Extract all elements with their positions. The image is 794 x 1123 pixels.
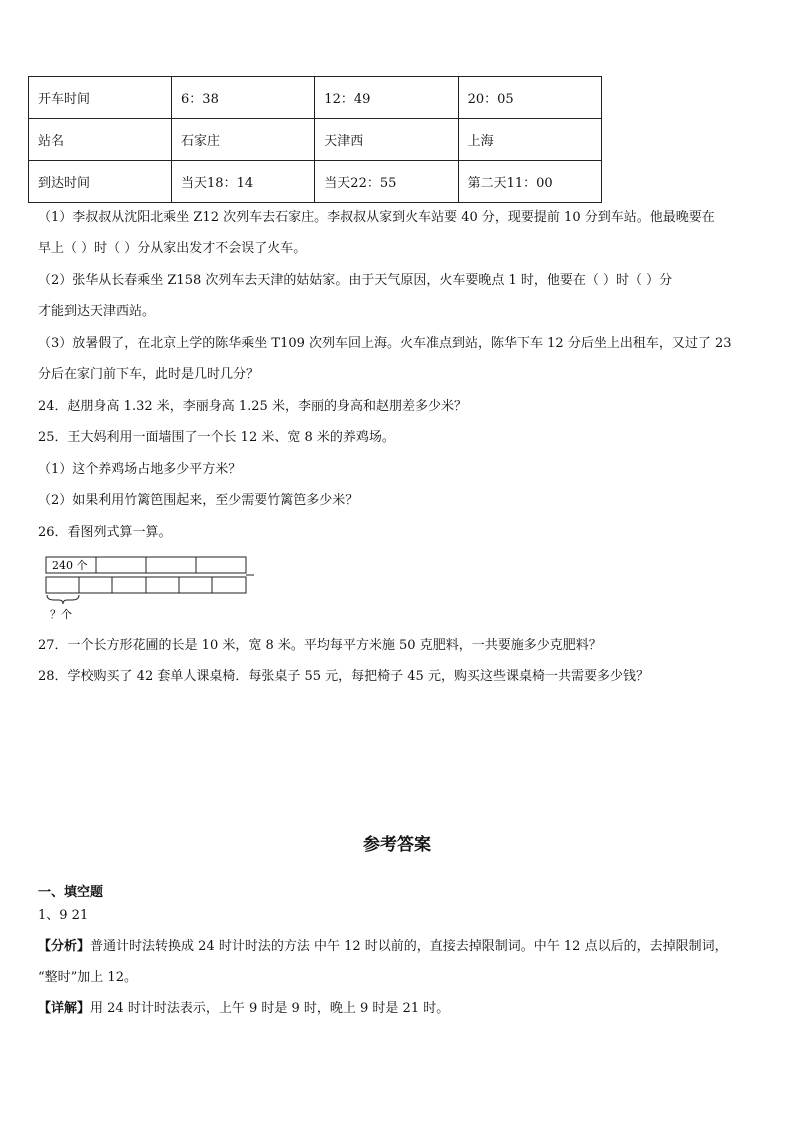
schedule-cell: 上海 <box>458 119 601 161</box>
q27-text: 27．一个长方形花圃的长是 10 米，宽 8 米。平均每平方米施 50 克肥料，一共要施多少克肥料？ <box>38 638 602 653</box>
q23-2-line-b: 才能到达天津西站。 <box>38 304 156 319</box>
detail-text: 用 24 时计时法表示，上午 9 时是 9 时，晚上 9 时是 21 时。 <box>90 1001 450 1016</box>
schedule-row-label: 开车时间 <box>29 77 172 119</box>
q26-text: 26．看图列式算一算。 <box>38 525 172 540</box>
top-bar-label: 240 个 <box>52 559 88 572</box>
q23-2-line-a: （2）张华从长春乘坐 Z158 次列车去天津的姑姑家。由于天气原因，火车要晚点 1 时，他要在（ ）时（ ）分 <box>38 273 673 288</box>
q25-2-text: （2）如果利用竹篱笆围起来，至少需要竹篱笆多少米？ <box>38 493 359 508</box>
bottom-bar-label: ？个 <box>50 608 72 621</box>
schedule-cell: 石家庄 <box>172 119 315 161</box>
schedule-cell: 当天18：14 <box>172 161 315 203</box>
schedule-cell: 20：05 <box>458 77 601 119</box>
q23-1-line-b: 早上（ ）时（ ）分从家出发才不会误了火车。 <box>38 241 307 256</box>
answer-title: 参考答案 <box>363 835 431 855</box>
answer-1: 1、9 21 <box>38 908 89 923</box>
schedule-row-label: 到达时间 <box>29 161 172 203</box>
q25-1-text: （1）这个养鸡场占地多少平方米？ <box>38 462 242 477</box>
q23-3-line-b: 分后在家门前下车，此时是几时几分？ <box>38 367 260 382</box>
brace <box>47 595 79 604</box>
schedule-cell: 6：38 <box>172 77 315 119</box>
bar-model-diagram <box>44 555 256 625</box>
section-heading: 一、填空题 <box>38 885 104 900</box>
schedule-row <box>29 77 602 119</box>
schedule-cell: 天津西 <box>315 119 458 161</box>
q28-text: 28．学校购买了 42 套单人课桌椅．每张桌子 55 元，每把椅子 45 元，购买这些课桌椅一共需要多少钱？ <box>38 669 649 684</box>
q23-3-line-a: （3）放暑假了，在北京上学的陈华乘坐 T109 次列车回上海。火车准点到站，陈华下车 12 分后坐上出租车，又过了 23 <box>38 336 732 351</box>
schedule-cell: 12：49 <box>315 77 458 119</box>
analysis-line-a <box>38 938 756 956</box>
schedule-row-label: 站名 <box>29 119 172 161</box>
schedule-cell: 第二天11：00 <box>458 161 601 203</box>
schedule-row <box>29 119 602 161</box>
q23-1-line-a: （1）李叔叔从沈阳北乘坐 Z12 次列车去石家庄。李叔叔从家到火车站要 40 分，现要提前 10 分到车站。他最晚要在 <box>38 210 715 225</box>
analysis-tag: 【分析】 <box>38 939 91 954</box>
train-schedule-table <box>28 76 602 203</box>
analysis-text: 普通计时法转换成 24 时计时法的方法 中午 12 时以前的，直接去掉限制词。中午 12 点以后的，去掉限制词， <box>90 939 728 954</box>
q25-text: 25．王大妈利用一面墙围了一个长 12 米、宽 8 米的养鸡场。 <box>38 430 395 445</box>
q24-text: 24．赵朋身高 1.32 米，李丽身高 1.25 米，李丽的身高和赵朋差多少米？ <box>38 399 467 414</box>
detail-line <box>38 1000 756 1018</box>
analysis-line-b: “整时”加上 12。 <box>38 970 137 985</box>
detail-tag: 【详解】 <box>38 1001 91 1016</box>
schedule-row <box>29 161 602 203</box>
schedule-cell: 当天22：55 <box>315 161 458 203</box>
